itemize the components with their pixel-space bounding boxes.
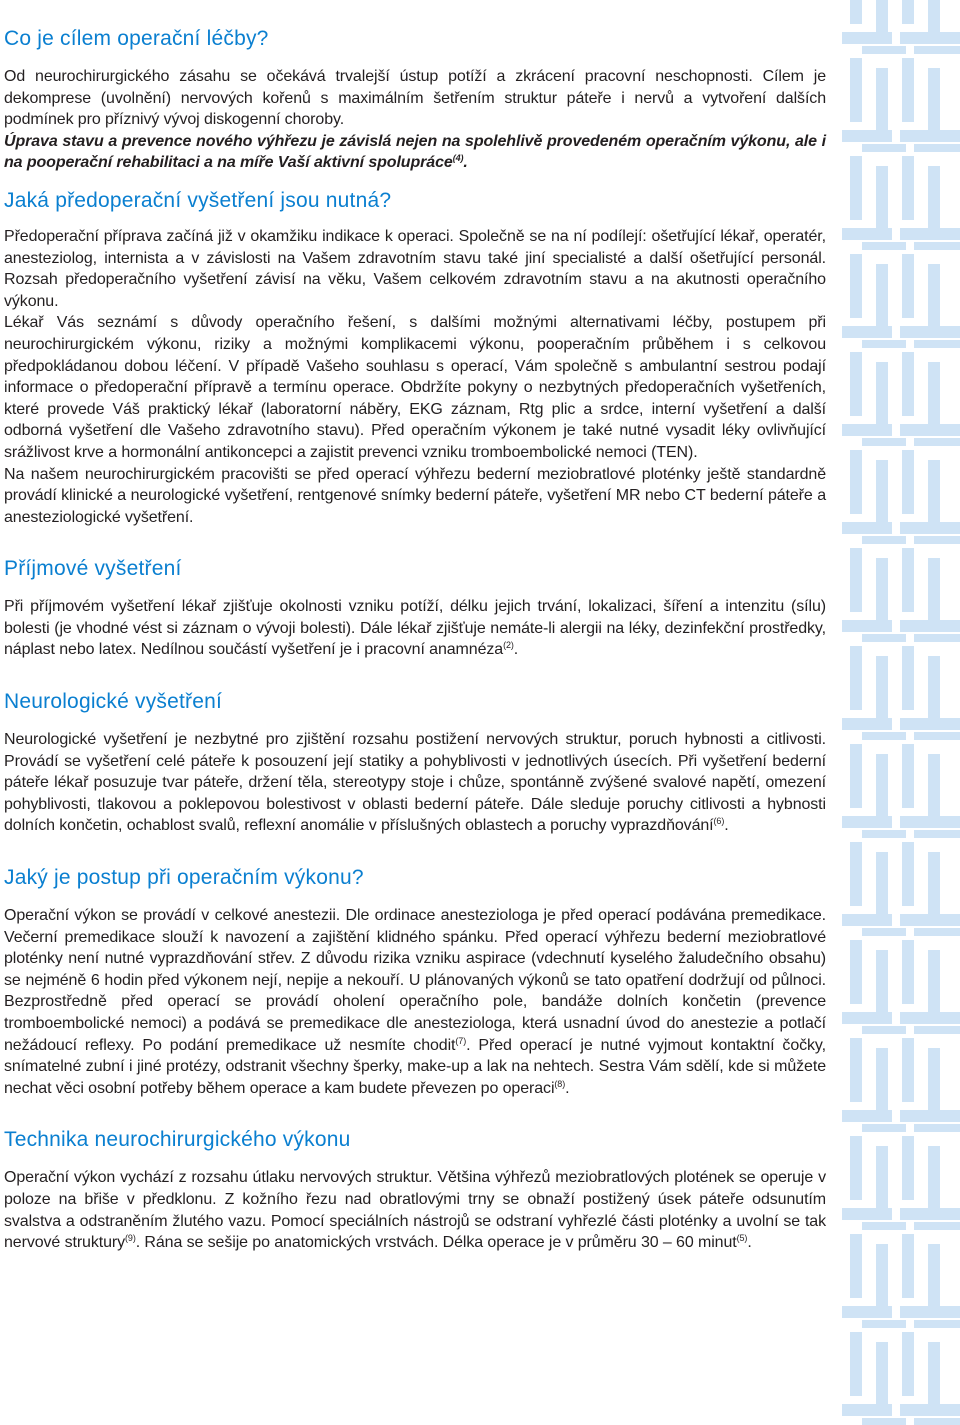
paragraph-admission-end: . [513, 641, 519, 659]
paragraph-admission-text: Při příjmovém vyšetření lékař zjišťuje okolnosti vzniku potíží, délku jejich trvání, lokalizaci, šíření a intenzitu (sílu) bolesti (je vhodné vést si záznam o vývoji bolesti). Dále lékař zjišťuje nemáte-li alergii na léky, dezinfekční prostředky, náplast nebo latex. Nedílnou součástí vyšetření je i pracovní anamnéza [4, 598, 826, 659]
paragraph-procedure-1 [4, 905, 826, 1099]
paragraph-admission-1 [4, 596, 826, 661]
reference-6: (6) [713, 816, 725, 827]
document-body [4, 26, 826, 1254]
paragraph-goal-2 [4, 131, 826, 174]
paragraph-goal-2-end: . [463, 154, 468, 172]
paragraph-preop-3: Na našem neurochirurgickém pracovišti se před operací výhřezu bederní meziobratlové ploténky ještě standardně provádí klinické a neurologické vyšetření, rentgenové snímky bederní páteře, vyšetření MR nebo CT bederní páteře a anesteziologické vyšetření. [4, 465, 826, 526]
heading-procedure: Jaký je postup při operačním výkonu? [4, 866, 364, 890]
heading-goal: Co je cílem operační léčby? [4, 27, 269, 50]
paragraph-procedure-mid: . Před operací je nutné vyjmout kontaktní čočky, snímatelné zubní i jiné protézy, odstranit všechny šperky, make-up a lak na nehtech. Sestra Vám sdělí, kde si můžete nechat věci osobní potřeby během operace a kam budete převezen po operaci [4, 1036, 826, 1097]
reference-7: (7) [455, 1035, 467, 1046]
heading-preop: Jaká předoperační vyšetření jsou nutná? [4, 188, 392, 212]
paragraph-technique-text: Operační výkon vychází z rozsahu útlaku nervových struktur. Většina výhřezů meziobratlových plotének se operuje v poloze na břiše v předklonu. Z kožního řezu nad obratlovými trny se obnaží postižený úsek páteře odsunutím svalstva a odstraněním žlutého vazu. Pomocí speciálních nástrojů se odstraní vyhřezlé části ploténky a uvolní se tak nervové struktury [4, 1169, 826, 1252]
reference-9: (9) [125, 1233, 136, 1244]
paragraph-goal-2-text: Úprava stavu a prevence nového výhřezu je závislá nejen na spolehlivě provedeném operačním výkonu, ale i na pooperační rehabilitaci a na míře Vaší aktivní spolupráce [4, 132, 826, 172]
paragraph-preop-2: Lékař Vás seznámí s důvody operačního řešení, s dalšími možnými alternativami léčby, postupem při neurochirurgickém výkonu, riziky a možnými komplikacemi výkonu, pooperačním průběhem i s celkovou předpokládanou dobou léčení. V případě Vašeho souhlasu s operací, Vám společně s ambulantní sestrou podají informace o předoperační přípravě a termínu operace. Obdržíte pokyny o nezbytných předoperačních vyšetřeních, které provede Váš praktický lékař (laboratorní náběry, EKG záznam, Rtg plic a srdce, interní vyšetření a další odborná vyšetření dle Vašeho zdravotního stavu). Před operačním výkonem je také nutné vysadit léky ovlivňující srážlivost krve a hormonální antikoncepci a zajistit prevenci vzniku tromboembolické nemoci (TEN). [4, 314, 826, 461]
paragraph-goal-1: Od neurochirurgického zásahu se očekává trvalejší ústup potíží a zkrácení pracovní neschopnosti. Cílem je dekomprese (uvolnění) nervových kořenů s maximálním šetřením struktur páteře i nervů a vytvoření dalších podmínek pro příznivý vývoj diskogenní choroby. [4, 68, 826, 129]
reference-8: (8) [554, 1078, 566, 1089]
paragraph-neuro-text: Neurologické vyšetření je nezbytné pro zjištění rozsahu postižení nervových struktur, poruch hybnosti a citlivosti. Provádí se vyšetření celé páteře k posouzení její statiky a pohyblivosti v jednotlivých úsecích. Při vyšetření bederní páteře lékař posuzuje tvar páteře, držení těla, stereotypy stoje i chůze, spontánně zvýšené svalové napětí, omezení pohyblivosti, tlakovou a poklepovou bolestivost v oblasti bederní páteře. Dále sleduje poruchy citlivosti a hybnosti dolních končetin, ochablost svalů, reflexní anomálie v příslušných oblastech a poruchy vyprazdňování [4, 731, 826, 835]
paragraph-technique-end: . [747, 1234, 752, 1252]
reference-5: (5) [736, 1233, 748, 1244]
heading-admission: Příjmové vyšetření [4, 557, 182, 581]
heading-neuro: Neurologické vyšetření [4, 690, 222, 714]
paragraph-neuro-1 [4, 729, 826, 837]
decorative-spine-pattern [842, 0, 960, 1425]
paragraph-neuro-end: . [724, 817, 729, 835]
heading-technique: Technika neurochirurgického výkonu [4, 1128, 351, 1152]
paragraph-technique-1 [4, 1167, 826, 1253]
paragraph-procedure-end: . [565, 1079, 570, 1097]
paragraph-procedure-text: Operační výkon se provádí v celkové anestezii. Dle ordinace anesteziologa je před operací podávána premedikace. Večerní premedikace slouží k navození a zajištění klidného spánku. Před operací výhřezu bederní meziobratlové ploténky není nutné vyprazdňování střev. Z důvodu rizika vzniku aspirace (vdechnutí kyselého žaludečního obsahu) se nejméně 6 hodin před výkonem nejí, nepije a nekouří. U plánovaných výkonů se tato opatření dodržují od půlnoci. Bezprostředně před operací se provádí oholení operačního pole, bandáže dolních končetin (prevence tromboembolické nemoci) a podává se premedikace dle anesteziologa, která usnadní úvod do anestezie a potlačí nežádoucí reflexy. Po podání premedikace už nesmíte chodit [4, 907, 826, 1054]
reference-4: (4) [452, 153, 464, 164]
paragraph-technique-mid: . Rána se sešije po anatomických vrstvách. Délka operace je v průměru 30 – 60 minut [135, 1234, 737, 1252]
reference-2: (2) [503, 640, 514, 651]
paragraph-preop-1: Předoperační příprava začíná již v okamžiku indikace k operaci. Společně se na ní podílejí: ošetřující lékař, operatér, anesteziolog, internista a v závislosti na Vašem zdravotním stavu také jiní specialisté a další ošetřující personál. Rozsah předoperačního vyšetření závisí na věku, Vašem celkovém zdravotním stavu a na akutnosti operačního výkonu. [4, 227, 826, 310]
